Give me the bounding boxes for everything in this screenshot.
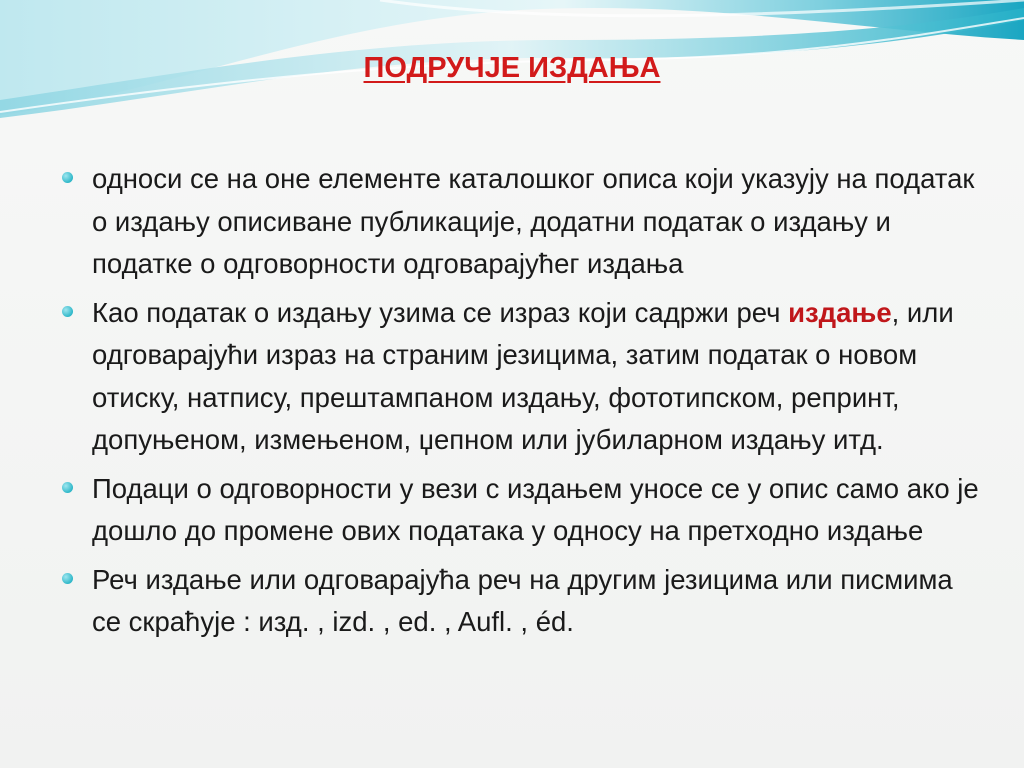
bullet-text-start: Као податак о издању узима се израз који садржи реч [92,296,789,328]
bullet-dot-icon [62,482,73,493]
bullet-item [60,559,980,644]
slide-content [60,158,980,650]
bullet-item [60,158,980,286]
bullet-text-end: , или одговарајући израз на страним језицима, затим податак о новом отиску, натпису, прештампаном издању, фототипском, репринт, допуњеном, измењеном, џепном или јубиларном издању итд. [92,296,954,455]
slide-title: ПОДРУЧЈЕ ИЗДАЊА [363,52,661,84]
bullet-text: Реч издање или одговарајућа реч на другим језицима или писмима се скраћује : изд. , izd. , ed. , Aufl. , éd. [92,563,953,637]
bullet-item [60,292,980,462]
bullet-item [60,468,980,553]
bullet-dot-icon [62,172,73,183]
bullet-text: односи се на оне елементе каталошког описа који указују на податак о издању описиване публикације, додатни податак о издању и податке о одговорности одговарајућег издања [92,163,975,279]
bullet-list [60,158,980,644]
bullet-text: Подаци о одговорности у вези с издањем уносе се у опис само ако је дошло до промене ових података у односу на претходно издање [92,472,979,546]
bullet-dot-icon [62,573,73,584]
bullet-dot-icon [62,306,73,317]
emphasized-word: издање [788,296,892,328]
